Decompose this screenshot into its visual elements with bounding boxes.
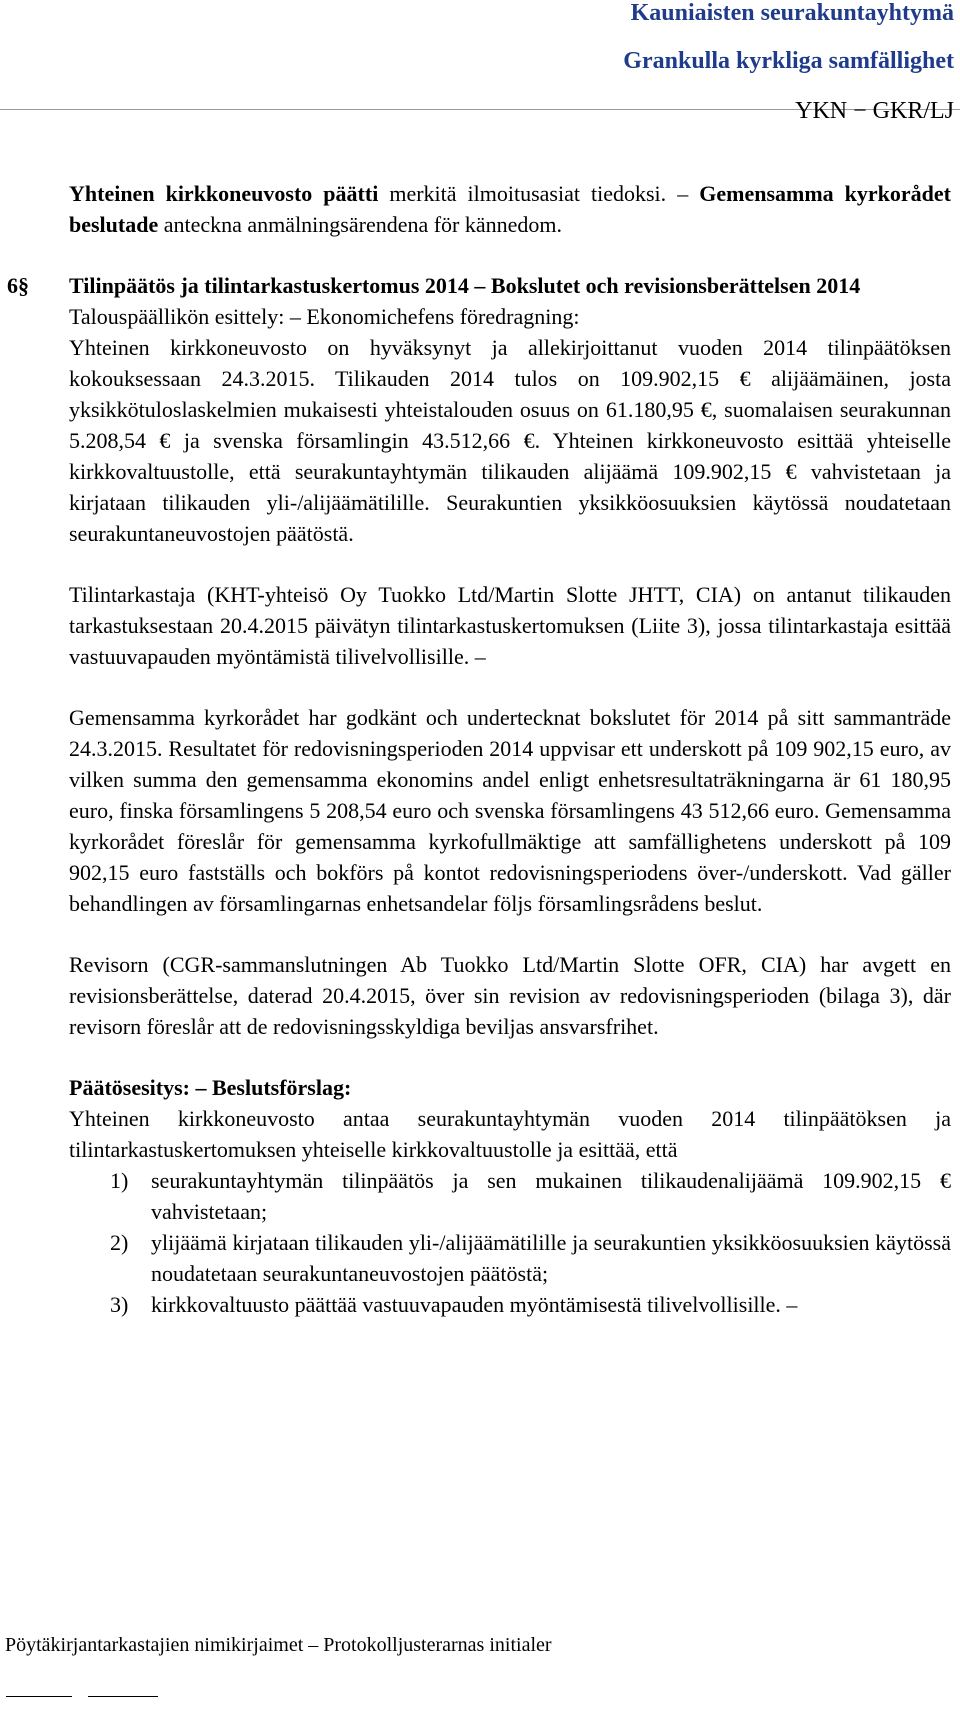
section-title: Tilinpäätös ja tilintarkastuskertomus 2014 – Bokslutet och revisionsberättelsen 2014: [69, 273, 861, 298]
intro-paragraph: [69, 178, 951, 240]
initials-line-1: [6, 1696, 72, 1697]
list-item-number: 1): [110, 1168, 129, 1193]
list-item-number: 2): [110, 1230, 129, 1255]
document-body: [7, 178, 951, 1320]
proposal-list: [69, 1165, 951, 1320]
intro-fi-subject: Yhteinen kirkkoneuvosto päätti: [69, 181, 379, 206]
paragraph-result-sv: Gemensamma kyrkorådet har godkänt och undertecknat bokslutet för 2014 på sitt sammanträde 24.3.2015. Resultatet för redovisningsperioden 2014 uppvisar ett underskott på 109 902,15 euro, av vilken summa den gemensamma ekonomins andel enligt enhetsresultaträkningarna är 61 180,95 euro, finska församlingens 5 208,54 euro och svenska församlingens 43 512,66 euro. Gemensamma kyrkorådet föreslår för gemensamma kyrkofullmäktige att samfällighetens underskott på 109 902,15 euro fastställs och bokförs på kontot redovisningsperiodens över-/underskott. Vad gäller behandlingen av församlingarnas enhetsandelar följs församlingsrådens beslut.: [69, 705, 951, 916]
list-item-text: seurakuntayhtymän tilinpäätös ja sen mukainen tilikaudenalijäämä 109.902,15 € vahvistetaan;: [151, 1168, 951, 1224]
proposal-text: Yhteinen kirkkoneuvosto antaa seurakuntayhtymän vuoden 2014 tilinpäätöksen ja tilintarkastuskertomuksen yhteiselle kirkkovaltuustolle ja esittää, että: [69, 1106, 951, 1162]
list-item: [69, 1227, 951, 1289]
org-name-finnish: Kauniaisten seurakuntayhtymä: [630, 0, 954, 26]
section-heading: [7, 270, 951, 301]
paragraph-auditor-sv: Revisorn (CGR-sammanslutningen Ab Tuokko Ltd/Martin Slotte OFR, CIA) har avgett en revisionsberättelse, daterad 20.4.2015, över sin revision av redovisningsperioden (bilaga 3), där revisorn föreslår att de redovisningsskyldiga beviljas ansvarsfrihet.: [69, 952, 951, 1039]
org-name-swedish: Grankulla kyrkliga samfällighet: [623, 48, 954, 74]
list-item: [69, 1289, 951, 1320]
footer-initials-label: Pöytäkirjantarkastajien nimikirjaimet – Protokolljusterarnas initialer: [5, 1634, 552, 1656]
proposal-heading: Päätösesitys: – Beslutsförslag:: [69, 1075, 352, 1100]
intro-sv-subject: Gemensamma kyrkorådet beslutade: [69, 181, 951, 237]
presentation-line: Talouspäällikön esittely: – Ekonomichefens föredragning:: [69, 304, 580, 329]
list-item: [69, 1165, 951, 1227]
paragraph-result-fi: Yhteinen kirkkoneuvosto on hyväksynyt ja allekirjoittanut vuoden 2014 tilinpäätöksen kokouksessaan 24.3.2015. Tilikauden 2014 tulos on 109.902,15 € alijäämäinen, josta yksikkötuloslaskelmien mukaisesti yhteistalouden osuus on 61.180,95 €, suomalaisen seurakunnan 5.208,54 € ja svenska församlingin 43.512,66 €. Yhteinen kirkkoneuvosto esittää yhteiselle kirkkovaltuustolle, että seurakuntayhtymän tilikauden alijäämä 109.902,15 € vahvistetaan ja kirjataan tilikauden yli-/alijäämätilille. Seurakuntien yksikköosuuksien käytössä noudatetaan seurakuntaneuvostojen päätöstä.: [69, 335, 951, 546]
list-item-text: kirkkovaltuusto päättää vastuuvapauden myöntämisestä tilivelvollisille. –: [151, 1292, 798, 1317]
intro-sv-text: anteckna anmälningsärendena för kännedom.: [158, 212, 563, 237]
document-code: YKN − GKR/LJ: [795, 98, 954, 124]
initials-line-2: [88, 1696, 158, 1697]
paragraph-auditor-fi: Tilintarkastaja (KHT-yhteisö Oy Tuokko Ltd/Martin Slotte JHTT, CIA) on antanut tilikauden tarkastuksestaan 20.4.2015 päivätyn tilintarkastuskertomuksen (Liite 3), jossa tilintarkastaja esittää vastuuvapauden myöntämistä tilivelvollisille. –: [69, 582, 951, 669]
list-item-number: 3): [110, 1292, 129, 1317]
section-number: 6§: [7, 273, 29, 298]
page-header: [0, 0, 960, 124]
intro-fi-text: merkitä ilmoitusasiat tiedoksi. –: [378, 181, 689, 206]
list-item-text: ylijäämä kirjataan tilikauden yli-/alijäämätilille ja seurakuntien yksikköosuuksien käytössä noudatetaan seurakuntaneuvostojen päätöstä;: [151, 1230, 951, 1286]
